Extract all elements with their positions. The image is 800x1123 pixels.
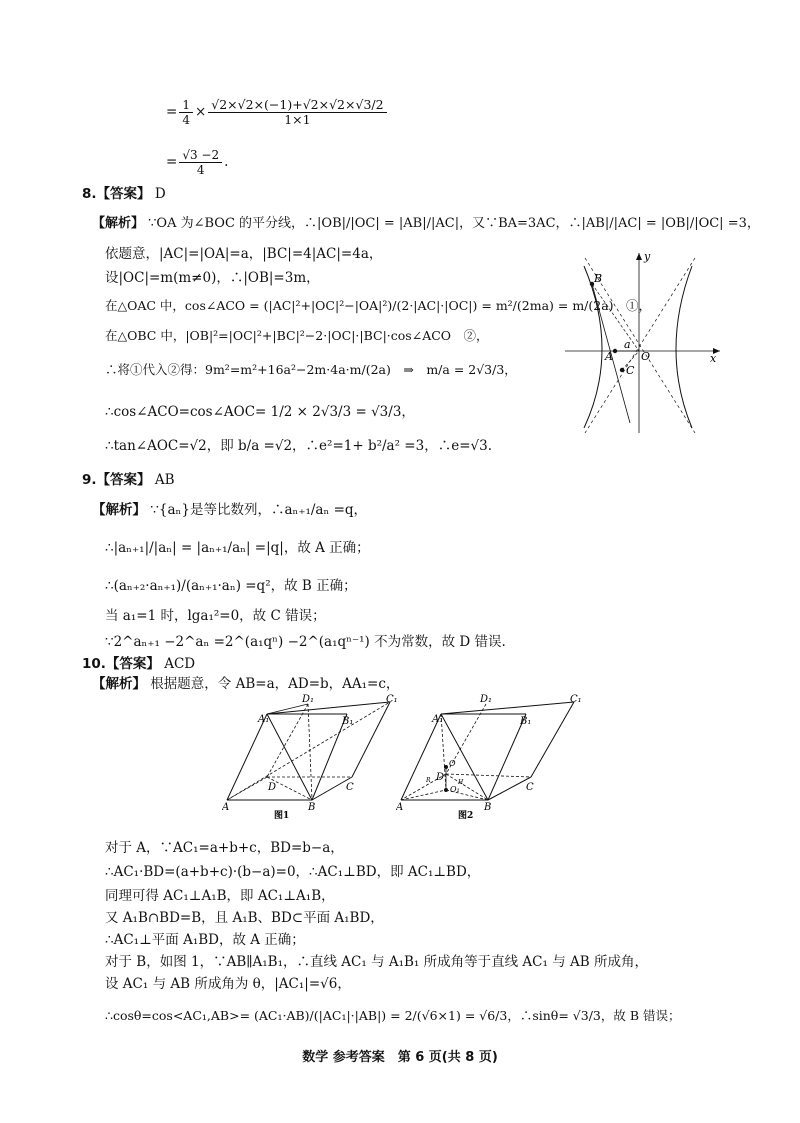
q9-answer-line: 9.【答案】 AB — [82, 472, 175, 488]
q10-intro: 【解析】 根据题意，令 AB=a，AD=b，AA₁=c， — [92, 676, 400, 692]
svg-text:C₁: C₁ — [570, 694, 582, 705]
svg-text:B₁: B₁ — [342, 716, 354, 727]
q10-line-7: ∴cosθ=cos<AC₁,AB>= (AC₁·AB)/(|AC₁|·|AB|) = 2/(√6×1) = √6/3，∴sinθ= √3/3，故 B 错误； — [105, 1008, 681, 1023]
q8-line-7: ∴tan∠AOC=√2，即 b/a =√2，∴e²=1+ b²/a² =3，∴e=√3. — [105, 438, 492, 454]
q8-answer-line: 8.【答案】 D — [82, 186, 166, 202]
q10-line-3: 又 A₁B∩BD=B，且 A₁B、BD⊂平面 A₁BD， — [105, 910, 384, 926]
left-branch — [584, 266, 602, 428]
q10-line-4: ∴AC₁⊥平面 A₁BD，故 A 正确； — [105, 932, 305, 948]
label-x: x — [710, 352, 717, 365]
q8-line-5: ∴将①代入②得：9m²=m²+16a²−2m·4a·m/(2a) ⇒ m/a = 2√3/3， — [105, 362, 517, 377]
q10-answer-line: 10.【答案】 ACD — [82, 656, 196, 672]
q10-line-0: 对于 A，∵AC₁=a+b+c，BD=b−a， — [105, 840, 344, 856]
top-line-2: = $\frac{√3 -2}{4}$ . — [166, 148, 229, 177]
svg-text:D: D — [436, 772, 445, 783]
svg-text:B₁: B₁ — [520, 716, 532, 727]
q8-line-2: 设|OC|=m(m≠0)，∴|OB|=3m， — [105, 270, 320, 286]
q9-line-4: ∵2^aₙ₊₁ −2^aₙ =2^(a₁qⁿ) −2^(a₁qⁿ⁻¹) 不为常数，故 D 错误. — [105, 634, 506, 650]
label-small-a: a — [624, 338, 631, 351]
svg-text:O: O — [449, 759, 456, 768]
label-c: C — [626, 364, 635, 377]
svg-text:C₁: C₁ — [386, 694, 398, 705]
q9-line-0: 【解析】 ∵{aₙ}是等比数列，∴aₙ₊₁/aₙ =q， — [92, 502, 368, 518]
svg-text:R: R — [426, 777, 431, 784]
svg-text:H: H — [458, 779, 464, 786]
svg-text:A₁: A₁ — [432, 714, 444, 725]
fig1-caption: 图1 — [274, 811, 290, 821]
figure-2 — [396, 692, 586, 822]
q8-line-6: ∴cos∠ACO=cos∠AOC= 1/2 × 2√3/3 = √3/3， — [105, 404, 415, 420]
q8-line-3: 在△OAC 中，cos∠ACO = (|AC|²+|OC|²−|OA|²)/(2·|AC|·|OC|) = m²/(2ma) = m/(2a) ①， — [105, 298, 652, 313]
hyperbola-figure — [560, 248, 730, 438]
label-y: y — [644, 250, 651, 263]
big-fraction: $\frac{√2\times√2\times(-1)+√2\times√2\times√3/2}{1\times 1}$ — [208, 98, 386, 127]
svg-text:B: B — [308, 802, 316, 813]
quarter-fraction: $\frac{1}{4}$ — [179, 98, 193, 127]
q8-line-1: 依题意，|AC|=|OA|=a，|BC|=4|AC|=4a， — [105, 246, 383, 262]
svg-text:D: D — [268, 782, 277, 793]
q10-line-5: 对于 B，如图 1，∵AB∥A₁B₁，∴直线 AC₁ 与 A₁B₁ 所成角等于直线 AC₁ 与 AB 所成角， — [105, 954, 648, 970]
q10-line-6: 设 AC₁ 与 AB 所成角为 θ，|AC₁|=√6， — [105, 976, 351, 992]
q10-line-2: 同理可得 AC₁⊥A₁B，即 AC₁⊥A₁B， — [105, 888, 335, 904]
q9-line-3: 当 a₁=1 时，lga₁²=0，故 C 错误； — [105, 608, 326, 624]
point-c — [620, 368, 624, 372]
right-branch — [676, 266, 692, 428]
svg-text:B: B — [484, 802, 492, 813]
q9-line-1: ∴|aₙ₊₁|/|aₙ| = |aₙ₊₁/aₙ| =|q|，故 A 正确； — [105, 540, 370, 556]
svg-text:A: A — [396, 802, 404, 813]
label-b: B — [594, 272, 603, 285]
point-a — [613, 349, 617, 353]
q9-line-2: ∴(aₙ₊₂·aₙ₊₁)/(aₙ₊₁·aₙ) =q²，故 B 正确； — [105, 578, 357, 594]
svg-text:C: C — [346, 782, 354, 793]
svg-text:A₁: A₁ — [258, 714, 270, 725]
label-a: A — [605, 350, 613, 363]
fig2-caption: 图2 — [458, 811, 474, 821]
q10-line-1: ∴AC₁·BD=(a+b+c)·(b−a)=0，∴AC₁⊥BD，即 AC₁⊥BD， — [105, 864, 481, 880]
q8-line-0: 【解析】 ∵OA 为∠BOC 的平分线，∴|OB|/|OC| = |AB|/|AC|，又∵BA=3AC，∴|AB|/|AC| = |OB|/|OC| =3， — [92, 216, 760, 231]
svg-text:D₁: D₁ — [480, 694, 493, 705]
q8-line-4: 在△OBC 中，|OB|²=|OC|²+|BC|²−2·|OC|·|BC|·cos∠ACO ②， — [105, 328, 489, 343]
svg-text:C: C — [526, 782, 534, 793]
label-o: O — [641, 350, 651, 363]
svg-text:D₁: D₁ — [302, 694, 315, 705]
svg-text:O₁: O₁ — [450, 785, 460, 794]
top-line-1: = $\frac{1}{4}$ × $\frac{√2\times√2\times(-1)+√2\times√2\times√3/2}{1\times 1}$ — [166, 98, 389, 127]
svg-text:A: A — [222, 802, 230, 813]
figure-1 — [222, 692, 400, 822]
page-footer: 数学 参考答案 第 6 页(共 8 页) — [302, 1050, 498, 1065]
